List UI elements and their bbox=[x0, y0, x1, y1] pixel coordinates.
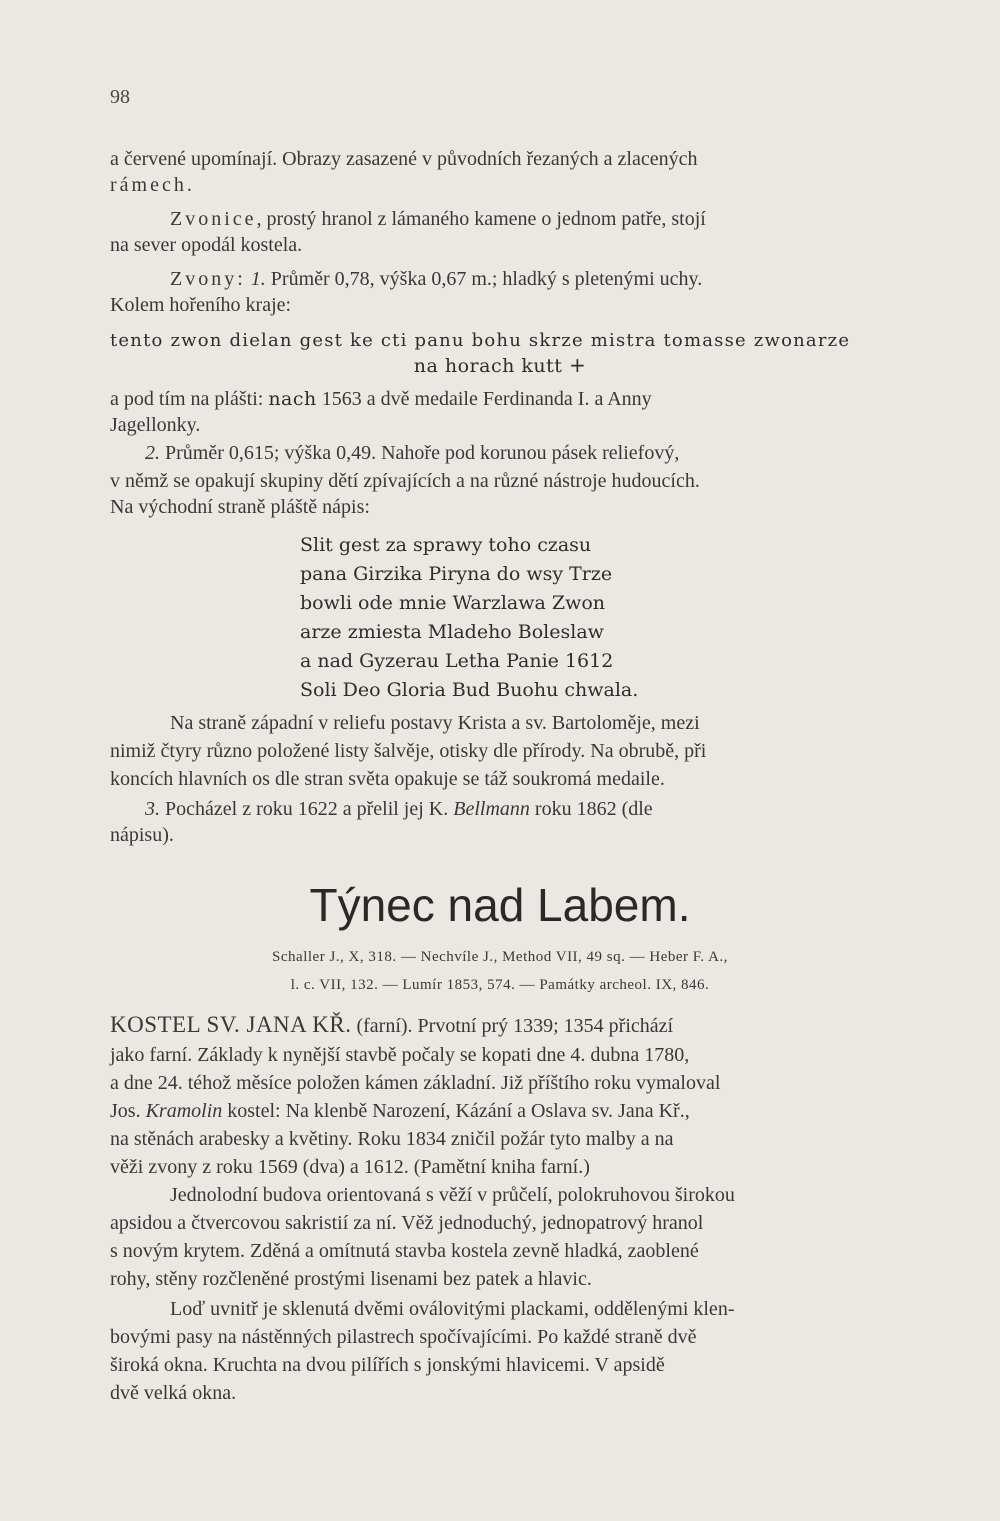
section-heading: Týnec nad Labem. bbox=[309, 879, 691, 931]
text-line bbox=[170, 206, 950, 232]
text-fragment: roku 1862 (dle bbox=[529, 798, 653, 820]
text-line: a dne 24. téhož měsíce položen kámen základní. Již příštího roku vymaloval bbox=[110, 1072, 721, 1094]
text-line bbox=[145, 440, 925, 466]
text-line bbox=[145, 796, 925, 822]
inscription-word: nach bbox=[268, 388, 317, 410]
term-zvonice: Zvonice bbox=[170, 208, 257, 230]
text-line: bovými pasy na nástěnných pilastrech spočívajícími. Po každé straně dvě bbox=[110, 1326, 697, 1348]
text-fragment: Průměr 0,78, výška 0,67 m.; hladký s pletenými uchy. bbox=[265, 268, 703, 290]
text-line: koncích hlavních os dle stran světa opakuje se táž soukromá medaile. bbox=[110, 768, 665, 790]
text-line: jako farní. Základy k nynější stavbě počaly se kopati dne 4. dubna 1780, bbox=[110, 1044, 690, 1066]
church-title: KOSTEL SV. JANA KŘ. bbox=[110, 1012, 352, 1037]
text-line: rohy, stěny rozčleněné prostými lisenami bez patek a hlavic. bbox=[110, 1268, 592, 1290]
text-line: rámech. bbox=[110, 174, 195, 196]
inscription-line: pana Girzika Piryna do wsy Trze bbox=[300, 563, 613, 585]
text-line: na stěnách arabesky a květiny. Roku 1834 zničil požár tyto malby a na bbox=[110, 1128, 674, 1150]
inscription-line: a nad Gyzerau Letha Panie 1612 bbox=[300, 650, 614, 672]
text-fragment: , prostý hranol z lámaného kamene o jednom patře, stojí bbox=[256, 208, 706, 230]
text-fragment: kostel: Na klenbě Narození, Kázání a Oslava sv. Jana Kř., bbox=[222, 1100, 690, 1122]
name-kramolin: Kramolin bbox=[145, 1100, 223, 1122]
text-line: Na straně západní v reliefu postavy Krista a sv. Bartoloměje, mezi bbox=[170, 712, 700, 734]
name-bellmann: Bellmann bbox=[453, 798, 530, 820]
text-line: a červené upomínají. Obrazy zasazené v původních řezaných a zlacených bbox=[110, 148, 698, 170]
text-line: apsidou a čtvercovou sakristií za ní. Věž jednoduchý, jednopatrový hranol bbox=[110, 1212, 704, 1234]
inscription-line: tento zwon dielan gest ke cti panu bohu skrze mistra tomasse zwonarze bbox=[110, 330, 851, 351]
text-fragment: 1563 a dvě medaile Ferdinanda I. a Anny bbox=[316, 388, 652, 410]
text-line: Na východní straně pláště nápis: bbox=[110, 496, 370, 518]
text-line: na sever opodál kostela. bbox=[110, 234, 303, 256]
text-fragment: Pocházel z roku 1622 a přelil jej K. bbox=[160, 798, 454, 820]
text-line: nápisu). bbox=[110, 824, 174, 846]
text-line: Loď uvnitř je sklenutá dvěmi oválovitými plackami, oddělenými klen- bbox=[170, 1298, 735, 1320]
inscription-line: Slit gest za sprawy toho czasu bbox=[300, 534, 592, 556]
text-line: s novým krytem. Zděná a omítnutá stavba kostela zevně hladká, zaoblené bbox=[110, 1240, 699, 1262]
text-line: Jagellonky. bbox=[110, 414, 201, 436]
bell-number: 1. bbox=[250, 268, 266, 290]
text-line bbox=[170, 266, 950, 292]
text-line: nimiž čtyry různo položené listy šalvěje, otisky dle přírody. Na obrubě, při bbox=[110, 740, 707, 762]
term-zvony: Zvony: bbox=[170, 268, 246, 290]
text-line: Jednolodní budova orientovaná s věží v průčelí, polokruhovou širokou bbox=[170, 1184, 735, 1206]
text-line: dvě velká okna. bbox=[110, 1382, 237, 1404]
inscription-line: Soli Deo Gloria Bud Buohu chwala. bbox=[300, 679, 639, 701]
text-line: Kolem hořeního kraje: bbox=[110, 294, 292, 316]
page-number: 98 bbox=[110, 86, 130, 108]
text-line: věži zvony z roku 1569 (dva) a 1612. (Pamětní kniha farní.) bbox=[110, 1156, 590, 1178]
text-line bbox=[110, 1098, 890, 1124]
text-line: v němž se opakují skupiny dětí zpívajících a na různé nástroje hudoucích. bbox=[110, 470, 700, 492]
text-fragment: Jos. bbox=[110, 1100, 146, 1122]
inscription-line: bowli ode mnie Warzlawa Zwon bbox=[300, 592, 606, 614]
text-fragment: (farní). Prvotní prý 1339; 1354 přichází bbox=[351, 1015, 674, 1037]
inscription-line: arze zmiesta Mladeho Boleslaw bbox=[300, 621, 604, 643]
text-line bbox=[110, 386, 890, 412]
text-fragment: a pod tím na plášti: bbox=[110, 388, 269, 410]
text-fragment: Průměr 0,615; výška 0,49. Nahoře pod korunou pásek reliefový, bbox=[160, 442, 680, 464]
bell-number: 2. bbox=[145, 442, 160, 464]
bell-number: 3. bbox=[145, 798, 160, 820]
inscription-fragment: na horach kutt bbox=[413, 355, 563, 377]
cross-icon: + bbox=[568, 353, 587, 377]
references-line: Schaller J., X, 318. — Nechvíle J., Method VII, 49 sq. — Heber F. A., bbox=[272, 949, 728, 965]
references-line: l. c. VII, 132. — Lumír 1853, 574. — Památky archeol. IX, 846. bbox=[290, 977, 710, 993]
text-line: široká okna. Kruchta na dvou pilířích s jonskými hlavicemi. V apsidě bbox=[110, 1354, 665, 1376]
text-line bbox=[110, 1012, 890, 1039]
inscription-line bbox=[110, 352, 890, 379]
